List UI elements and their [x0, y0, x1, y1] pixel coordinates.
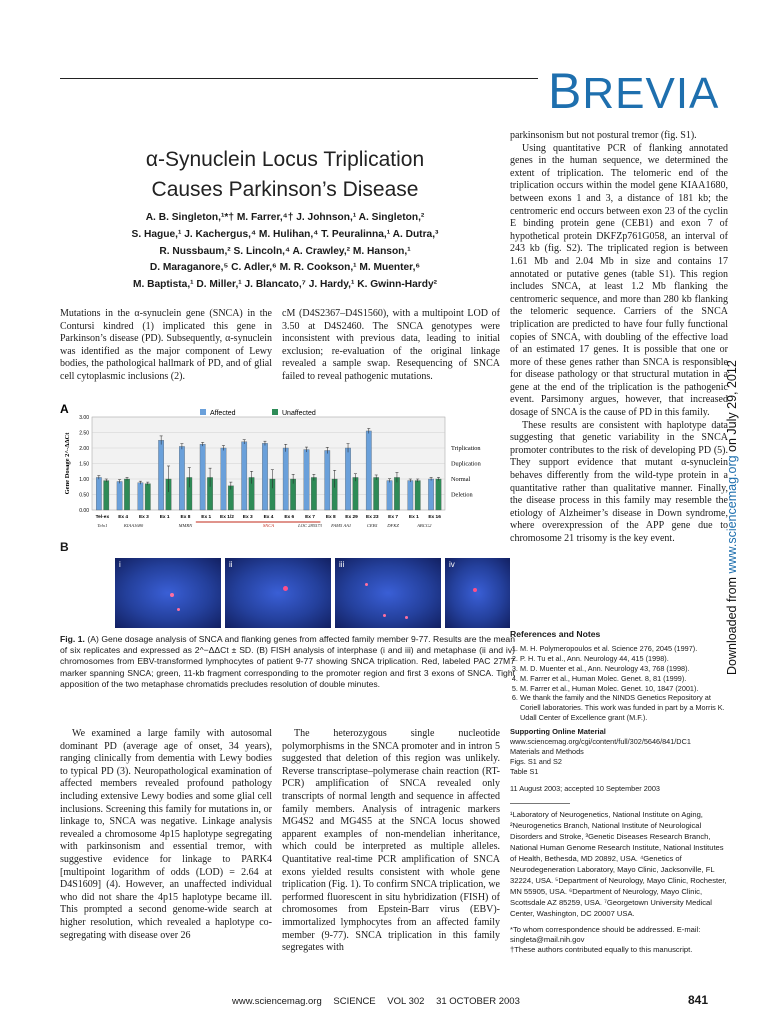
figure-panel-b [60, 540, 510, 628]
level-label: Normal [451, 476, 471, 483]
x-tick-label: Ex 4 [263, 515, 274, 520]
bar-unaffected [415, 481, 420, 510]
fish-panel-label: i [119, 560, 121, 569]
y-tick-label: 0.00 [79, 508, 89, 514]
figure-caption [60, 634, 515, 690]
body-col1-top: Mutations in the α-synuclein gene (SNCA) in the Contursi kindred (1) implicated this gene in Parkinson’s disease (PD). Subsequently, α-synuclein was identified as the major component of Lewy bodies, the pathological hallmark of PD, and of glial cell cytoplasmic inclusions (2). [60, 308, 272, 382]
page-number: 841 [688, 993, 709, 1007]
bar-affected [262, 443, 267, 510]
affiliations: ¹Laboratory of Neurogenetics, National Institute on Aging, ²Neurogenetics Branch, National Institute of Neurological Disorders and Stroke, ³Genetic Diseases Research Branch, National Human Genome Research Institute, National Institutes of Health, Bethesda, MD 20892, USA. ⁴Genetics of Neurodegeneration Laboratory, Mayo Clinic, Jacksonville, FL 32224, USA. ⁵Department of Neurology, Mayo Clinic, Rochester, MN 55905, USA. ⁶Department of Neurology, Mayo Clinic, Scottsdale AZ 85259, USA. ⁷Georgetown University Medical Center, Washington, DC 20007 USA. [510, 809, 727, 918]
level-label: Duplication [451, 460, 481, 468]
x-tick-label: Ex 29 [345, 515, 358, 520]
reference-item: 5. M. Farrer et al., Human Molec. Genet. 10, 1847 (2001). [520, 684, 728, 694]
gene-label: CEB1 [366, 523, 378, 528]
bar-affected [117, 481, 122, 510]
body-col1-bottom: We examined a large family with autosomal dominant PD (average age of onset, 34 years), ranging clinically from dementia with Lewy bodies to typical PD (3). Neuropathological examination of affected members revealed profound pathology including extensive Lewy bodies and some glial cell inclusions. Screening this family for mutations in, or linkage to, SNCA was negative. Linkage analysis revealed a chromosome 4p15 haplotype segregating with parkinsonism and essential tremor, with suggestive evidence for linkage to PARK4 [multipoint logarithm of odds (LOD) = 2.64 at D4S1609] (4). However, an unaffected individual who did not share the 4p15 haplotype became ill. This prompted a second genome-wide search at higher resolution, which revealed a haplotype co-segregating with disease over 26 [60, 728, 272, 941]
x-tick-label: Ex 23 [366, 515, 379, 520]
bar-affected [138, 483, 143, 510]
author-line: S. Hague,¹ J. Kachergus,⁴ M. Hulihan,⁴ T. Peuralinna,¹ A. Dutra,³ [131, 228, 439, 240]
title-line-1: α-Synuclein Locus Triplication [145, 148, 425, 171]
panel-a-label: A [60, 402, 69, 416]
page-footer [232, 996, 529, 1007]
footer-url[interactable]: www.sciencemag.org [232, 996, 322, 1007]
bar-unaffected [311, 477, 316, 510]
supporting-line: Table S1 [510, 766, 539, 776]
gene-label: KIAA1680 [123, 523, 144, 528]
bar-affected [366, 431, 371, 510]
reference-list [510, 644, 728, 723]
supporting-line: Figs. S1 and S2 [510, 756, 562, 766]
body-right-column [510, 130, 728, 546]
supporting-heading: Supporting Online Material [510, 727, 606, 737]
gene-label: LOC 285573 [298, 523, 322, 528]
figure-panel-a [60, 400, 510, 538]
x-tick-label: Ex 7 [305, 515, 315, 520]
reference-item: 6. We thank the family and the NINDS Genetics Repository at Coriell laboratories. This work was funded in part by a Morris K. Udall Center of Excellence grant (M.F.). [520, 693, 728, 723]
footer-volume: VOL 302 [387, 996, 425, 1007]
y-tick-label: 2.00 [79, 446, 89, 452]
bar-affected [408, 481, 413, 510]
level-label: Triplication [451, 445, 481, 452]
bar-unaffected [124, 479, 129, 510]
reference-item: 1. M. H. Polymeropoulos et al. Science 276, 2045 (1997). [520, 644, 728, 654]
bar-affected [200, 444, 205, 510]
supporting-link[interactable]: www.sciencemag.org/cgi/content/full/302/5646/841/DC1 [510, 737, 691, 747]
legend-label-unaffected: Unaffected [282, 410, 316, 417]
fish-panel-label: iv [449, 560, 455, 569]
bar-unaffected [373, 477, 378, 510]
references-section [510, 630, 728, 955]
x-tick-label: Ex 3 [138, 515, 149, 520]
supporting-material [510, 727, 728, 777]
author-list [60, 210, 510, 294]
bar-affected [179, 446, 184, 510]
x-tick-label: Ex 6 [284, 515, 295, 520]
y-tick-label: 2.50 [79, 430, 89, 437]
bar-unaffected [145, 484, 150, 510]
body-col2-top: cM (D4S2367–D4S1560), with a multipoint LOD of 3.50 at D4S2460. The SNCA genotypes were inconsistent with previous data, leading to initial exclusion; re-evaluation of the original linkage revealed a sample swap. Resequencing of SNCA failed to reveal pathogenic mutations. [282, 308, 500, 382]
x-tick-label: Ex 1 [408, 515, 419, 520]
fish-panel-iii [335, 558, 441, 628]
fish-panel-label: iii [339, 560, 345, 569]
paragraph: Using quantitative PCR of flanking annotated genes in the human sequence, we determined the extent of triplication. The telomeric end of the triplication occurs within the model gene KIAA1680, between exons 1 and 3, a distance of 181 kb; the centromeric end occurs between exon 23 of the cyclin E binding protein gene (CEB1) and exon 7 of hypothetical protein DKFZp761G058, an interval of 243 kb (fig. S2). The triplicated region is between 1.61 Mb and 2.04 Mb in size and contains 17 annotated or putative genes (table S1). This region includes SNCA, at least 1.2 Mb flanking the centromeric sequence, and more than 280 kb flanking the telomeric sequence. Carriers of the SNCA triplication are predicted to have four fully functional copies of SNCA, with doubling of the effective load of an estimated 17 genes. It is possible that one or more of these genes rather than SNCA is responsible for disease pathology or that structural mutation in a gene at the end of the triplication is the pathogenic event. Parsimony argues, however, that increased dosage of SNCA is the cause of PD in this family. [510, 142, 728, 419]
bar-affected [242, 442, 247, 510]
paragraph: These results are consistent with haplotype data suggesting that genetic variability in the SNCA promoter contributes to the risk of developing PD (5). They support evidence that mutant α-synuclein behaves differently from the wild-type protein in a quantitative rather than qualitative manner. Finally, the disease process in this family may resemble the etiology of Alzheimer’s disease in Down syndrome, where overexpression of the APP gene due to chromosome 21 trisomy is the key event. [510, 419, 728, 544]
x-tick-label: Ex 16 [428, 515, 441, 520]
level-label: Deletion [451, 491, 473, 499]
x-tick-label: Ex 3 [242, 515, 253, 520]
article-title [60, 145, 510, 205]
reference-item: 2. P. H. Tu et al., Ann. Neurology 44, 415 (1998). [520, 654, 728, 664]
y-tick-label: 0.50 [79, 492, 89, 499]
bar-affected [158, 440, 163, 510]
divider [510, 803, 570, 804]
bar-affected [345, 448, 350, 510]
correspondence-note: *To whom correspondence should be addressed. E-mail: singleta@mail.nih.gov [510, 924, 701, 944]
references-heading: References and Notes [510, 629, 601, 639]
received-dates: 11 August 2003; accepted 10 September 2003 [510, 783, 660, 793]
equal-contribution-note: †These authors contributed equally to this manuscript. [510, 944, 693, 954]
caption-text: (A) Gene dosage analysis of SNCA and flanking genes from affected family member 9-77. Results are the mean of six replicates and expressed as 2^−ΔΔCt ± SD. (B) FISH analysis of interphase (i and iii) and metaphase (ii and iv) chromosomes from EBV-transformed lymphocytes of patient 9-77 showing SNCA triplication. Red, labeled PAC 27M7 marker spanning SNCA; green, 11-kb fragment corresponding to the promoter region and first 3 exons of SNCA. Tight apposition of the two metaphase chromatids precludes resolution of double minutes. [60, 634, 515, 689]
author-line: R. Nussbaum,² S. Lincoln,⁴ A. Crawley,² M. Hanson,¹ [159, 245, 411, 257]
gene-label: FAM5 AA1 [331, 523, 352, 528]
reference-item: 4. M. Farrer et al., Human Molec. Genet. 8, 81 (1999). [520, 674, 728, 684]
panel-b-label: B [60, 540, 69, 554]
legend-swatch-affected [200, 409, 206, 415]
title-line-2: Causes Parkinson’s Disease [151, 178, 419, 201]
y-axis-label: Gene Dosage 2^-ΔΔCt [64, 432, 71, 495]
author-line: A. B. Singleton,¹*† M. Farrer,⁴† J. Johnson,¹ A. Singleton,² [145, 212, 425, 223]
fish-panel-label: ii [229, 560, 233, 569]
gene-label: DFKZ [387, 523, 399, 528]
gene-dosage-chart [60, 400, 510, 538]
bar-unaffected [353, 477, 358, 510]
x-tick-label: Ex 4 [118, 515, 129, 520]
bar-affected [428, 479, 433, 510]
bar-affected [96, 477, 101, 510]
legend-swatch-unaffected [272, 409, 278, 415]
supporting-line: Materials and Methods [510, 746, 584, 756]
sidebar-prefix: Downloaded from [725, 573, 739, 675]
fish-panel-i [115, 558, 221, 628]
gene-label: MMRN [178, 523, 193, 528]
header-rule [60, 78, 538, 79]
sidebar-link[interactable]: www.sciencemag.org [725, 455, 739, 574]
fish-panel-ii [225, 558, 331, 628]
x-tick-label: Ex 8 [325, 515, 336, 520]
section-label: BREVIA [548, 63, 720, 119]
x-tick-label: Tel-ex [95, 515, 110, 520]
x-tick-label: Ex 1 [159, 515, 170, 520]
download-sidebar [725, 360, 739, 675]
bar-affected [387, 481, 392, 510]
bar-affected [325, 450, 330, 510]
bar-unaffected [104, 481, 109, 510]
legend-label-affected: Affected [210, 410, 236, 417]
x-tick-label: Ex 1/2 [220, 515, 234, 520]
paragraph: parkinsonism but not postural tremor (fig. S1). [510, 130, 697, 141]
fish-panel-iv [445, 558, 510, 628]
body-col2-bottom: The heterozygous single nucleotide polymorphisms in the SNCA promoter and in intron 5 suggested that deletion of this region was unlikely. Reverse transcriptase–polymerase chain reaction (RT-PCR) amplification of SNCA revealed only transcripts of normal length and sequence in affected family members. Analysis of intragenic markers MG4S2 and MG4S5 at the SNCA locus showed apparent examples of non-mendelian inheritance, which could be interpreted as multiple alleles. Quantitative real-time PCR amplification of SNCA exons yielded results consistent with whole gene triplication (Fig. 1). To confirm SNCA triplication, we performed fluorescent in situ hybridization (FISH) of chromosomes from Epstein-Barr virus (EBV)-immortalized lymphocytes from an affected family member (9-77). SNCA triplication in this family segregates with [282, 728, 500, 954]
caption-title: Fig. 1. [60, 634, 85, 644]
reference-item: 3. M. D. Muenter et al., Ann. Neurology 43, 768 (1998). [520, 664, 728, 674]
gene-label: Telo1 [97, 523, 108, 528]
y-tick-label: 1.50 [79, 461, 89, 468]
bar-unaffected [436, 479, 441, 510]
sidebar-suffix: on July 29, 2012 [725, 360, 739, 456]
footer-journal: SCIENCE [333, 996, 376, 1007]
footer-date: 31 OCTOBER 2003 [436, 996, 520, 1007]
gene-label: ABCG2 [417, 523, 432, 528]
author-line: D. Maraganore,⁵ C. Adler,⁶ M. R. Cookson,¹ M. Muenter,⁶ [149, 262, 421, 274]
gene-label: SNCA [262, 523, 275, 528]
author-line: M. Baptista,¹ D. Miller,¹ J. Blancato,⁷ J. Hardy,¹ K. Gwinn-Hardy² [132, 279, 438, 291]
y-tick-label: 1.00 [79, 477, 89, 483]
bar-affected [221, 448, 226, 510]
bar-affected [304, 450, 309, 510]
x-tick-label: Ex 8 [180, 515, 191, 520]
x-tick-label: Ex 7 [388, 515, 399, 520]
y-tick-label: 3.00 [79, 415, 89, 421]
bar-affected [283, 448, 288, 510]
x-tick-label: Ex 1 [201, 515, 212, 520]
